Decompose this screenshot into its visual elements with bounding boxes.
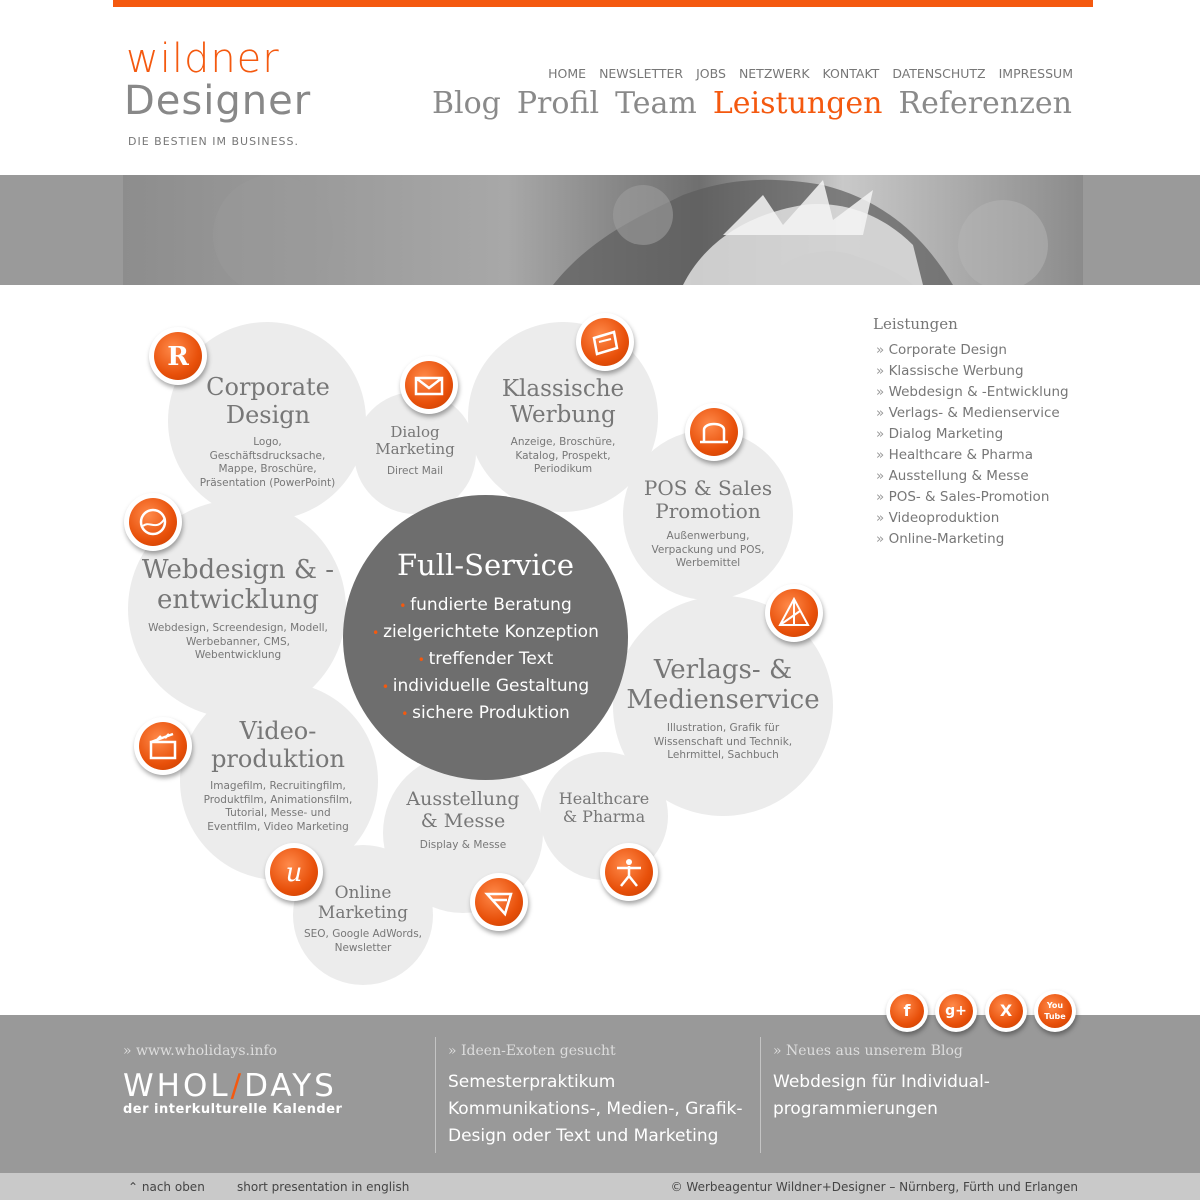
full-service-title: Full-Service [396,548,575,582]
bubble-sub-online: SEO, Google AdWords, Newsletter [303,928,423,954]
wholidays-logo-pre: WHOL [123,1068,231,1104]
corporate-design-icon[interactable] [149,327,207,385]
online-at-icon[interactable] [265,843,323,901]
nav-leistungen[interactable]: Leistungen [712,86,883,121]
bubble-title-pos: POS & Sales Promotion [643,476,773,523]
nav-home[interactable]: HOME [548,66,587,81]
youtube-icon[interactable]: You Tube [1034,990,1076,1032]
sidebar-item-pos-sales[interactable]: » POS- & Sales-Promotion [876,487,1069,508]
nav-referenzen[interactable]: Referenzen [898,86,1072,121]
sidebar-item-healthcare-pharma[interactable]: » Healthcare & Pharma [876,445,1069,466]
envelope-icon[interactable] [400,356,458,414]
sidebar-item-verlags-medienservice[interactable]: » Verlags- & Medienservice [876,403,1069,424]
footer-col-wholidays [123,1043,277,1059]
svg-text:R: R [167,342,189,372]
clapperboard-icon[interactable] [134,717,192,775]
footer-blog-heading: » Neues aus unserem Blog [773,1043,1073,1059]
wholidays-logo-slash: / [230,1068,245,1104]
bubble-title-klassisch: Klassische Werbung [501,376,625,429]
sidebar-item-online-marketing[interactable]: » Online-Marketing [876,529,1069,550]
wholidays-logo-post: DAYS [244,1068,337,1104]
footer-divider [760,1037,761,1153]
bubble-sub-pos: Außenwerbung, Verpackung und POS, Werbemittel [651,530,765,570]
sidebar-item-videoproduktion[interactable]: » Videoproduktion [876,508,1069,529]
nav-datenschutz[interactable]: DATENSCHUTZ [892,66,986,81]
nav-impressum[interactable]: IMPRESSUM [998,66,1073,81]
web-globe-icon[interactable] [124,493,182,551]
top-accent-bar [113,0,1093,7]
sidebar-title: Leistungen [873,315,958,333]
facebook-icon[interactable]: f [886,990,928,1032]
logo[interactable] [124,36,324,156]
wholidays-subtitle: der interkulturelle Kalender [123,1102,343,1117]
bubble-sub-messe: Display & Messe [419,839,507,851]
footer-col-jobs [448,1043,748,1150]
healthcare-figure-icon[interactable] [600,843,658,901]
bubble-sub-dialog: Direct Mail [386,465,444,477]
print-icon[interactable] [576,313,634,371]
bubble-title-messe: Ausstellung & Messe [406,788,520,832]
header-banner-image [123,175,1083,285]
footer-jobs-link[interactable]: Semesterpraktikum Kommunikations-, Medien-, Grafik-Design oder Text und Marketing [448,1072,743,1146]
utility-nav [548,66,1073,81]
bubble-title-dialog: Dialog Marketing [375,423,455,459]
footer-divider [435,1037,436,1153]
footer-jobs-heading: » Ideen-Exoten gesucht [448,1043,748,1059]
sidebar-item-ausstellung-messe[interactable]: » Ausstellung & Messe [876,466,1069,487]
sidebar-service-list [876,340,1069,550]
sidebar-item-corporate-design[interactable]: » Corporate Design [876,340,1069,361]
logo-wordmark-line1: wildner [126,36,280,82]
sidebar-item-dialog-marketing[interactable]: » Dialog Marketing [876,424,1069,445]
pyramid-icon[interactable] [765,584,823,642]
full-service-list [343,592,628,727]
main-nav [432,86,1072,121]
chevron-up-icon: ⌃ [128,1180,142,1194]
svg-text:u: u [285,858,303,888]
full-service-item: • treffender Text [343,646,628,673]
bubble-sub-video: Imagefilm, Recruitingfilm, Produktfilm, Animationsfilm, Tutorial, Messe- und Eventfilm, Video Marketing [203,780,353,833]
nav-team[interactable]: Team [615,86,697,121]
bubble-sub-corporate: Logo, Geschäftsdrucksache, Mappe, Broschüre, Präsentation (PowerPoint) [199,436,336,489]
nav-newsletter[interactable]: NEWSLETTER [599,66,684,81]
logo-tagline: DIE BESTIEN IM BUSINESS. [128,135,299,148]
bubble-title-web: Webdesign & -entwicklung [141,555,335,615]
sidebar-item-klassische-werbung[interactable]: » Klassische Werbung [876,361,1069,382]
bubble-title-video: Video-produktion [211,717,345,773]
bubble-sub-web: Webdesign, Screendesign, Modell, Werbebanner, CMS, Webentwicklung [148,622,328,662]
nav-kontakt[interactable]: KONTAKT [822,66,880,81]
full-service-item: • sichere Produktion [343,700,628,727]
xing-icon[interactable]: X [985,990,1027,1032]
bubble-sub-verlag: Illustration, Grafik für Wissenschaft und Technik, Lehrmittel, Sachbuch [653,722,793,762]
full-service-item: • individuelle Gestaltung [343,673,628,700]
nav-profil[interactable]: Profil [516,86,600,121]
logo-wordmark-line2: Designer [124,78,312,124]
full-service-item: • zielgerichtete Konzeption [343,619,628,646]
footer-wholidays-link[interactable]: » www.wholidays.info [123,1043,277,1059]
footer-blog-link[interactable]: Webdesign für Individual-programmierungen [773,1072,990,1119]
nav-netzwerk[interactable]: NETZWERK [738,66,810,81]
bubble-title-online: Online Marketing [317,883,409,923]
display-stand-icon[interactable] [470,873,528,931]
bubble-sub-klassisch: Anzeige, Broschüre, Katalog, Prospekt, Periodikum [510,436,616,476]
googleplus-icon[interactable]: g+ [935,990,977,1032]
copyright-text: © Werbeagentur Wildner+Designer – Nürnberg, Fürth und Erlangen [670,1180,1078,1194]
shopping-cart-icon[interactable] [685,403,743,461]
bubble-title-health: Healthcare & Pharma [558,789,650,827]
full-service-item: • fundierte Beratung [343,592,628,619]
wholidays-logo[interactable] [123,1068,342,1117]
footer-col-blog [773,1043,1073,1123]
nav-jobs[interactable]: JOBS [696,66,726,81]
english-presentation-link[interactable]: short presentation in english [237,1180,410,1194]
bubble-title-verlag: Verlags- & Medienservice [626,655,820,715]
back-to-top-link[interactable]: ⌃ nach oben [128,1180,205,1194]
sidebar-item-webdesign[interactable]: » Webdesign & -Entwicklung [876,382,1069,403]
nav-blog[interactable]: Blog [431,86,501,121]
bubble-title-corporate: Corporate Design [206,373,330,429]
